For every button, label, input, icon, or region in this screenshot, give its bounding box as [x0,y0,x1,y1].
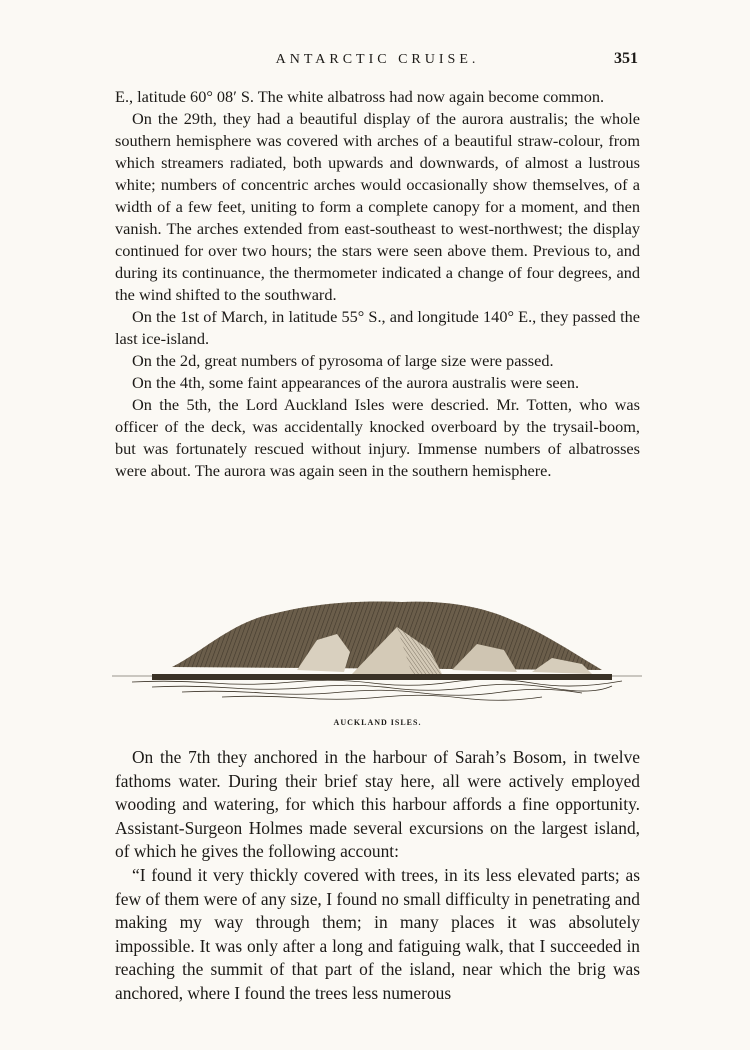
island-landscape-icon [112,582,642,702]
auckland-isles-engraving [112,582,642,702]
paragraph-aurora: On the 29th, they had a beautiful display of the aurora australis; the whole southern hemisphere was covered with arches of a beautiful straw-colour, from which streamers radiated, both upwards and downwards, of almost a lustrous white; numbers of concentric arches would occasionally show themselves, of a width of a few feet, uniting to form a complete canopy for a moment, and then vanish. The arches extended from east-southeast to west-northwest; the display continued for over two hours; the stars were seen above them. Previous to, and during its continuance, the thermometer indicated a change of four degrees, and the wind shifted to the southward. [115,109,640,304]
paragraph-continuation: E., latitude 60° 08′ S. The white albatross had now again become common. [115,87,605,106]
paragraph-holmes-account: “I found it very thickly covered with trees, in its less elevated parts; as few of them were of any size, I found no small difficulty in penetrating and making my way through them; in many places it was absolutely impossible. It was only after a long and fatiguing walk, that I succeeded in reaching the summit of that part of the island, near which the brig was anchored, where I found the trees less numerous [115,864,640,1003]
running-title: ANTARCTIC CRUISE. [275,52,480,67]
page-number: 351 [614,50,638,67]
paragraph-march-2: On the 2d, great numbers of pyrosoma of large size were passed. [132,351,554,370]
paragraph-march-1: On the 1st of March, in latitude 55° S., and longitude 140° E., they passed the last ice-island. [115,307,640,348]
upper-text [115,86,640,482]
paragraph-march-4: On the 4th, some faint appearances of the aurora australis were seen. [132,373,580,392]
lower-text [115,746,640,1006]
running-head [115,50,640,74]
paragraph-anchorage: On the 7th they anchored in the harbour of Sarah’s Bosom, in twelve fathoms water. During their brief stay here, all were actively employed wooding and watering, for which this harbour affords a fine opportunity. Assistant-Surgeon Holmes made several excursions on the largest island, of which he gives the following account: [115,747,640,862]
illustration-caption: AUCKLAND ISLES. [333,718,422,727]
paragraph-march-5: On the 5th, the Lord Auckland Isles were descried. Mr. Totten, who was officer of the deck, was accidentally knocked overboard by the trysail-boom, but was fortunately rescued without injury. Immense numbers of albatrosses were about. The aurora was again seen in the southern hemisphere. [115,395,640,480]
